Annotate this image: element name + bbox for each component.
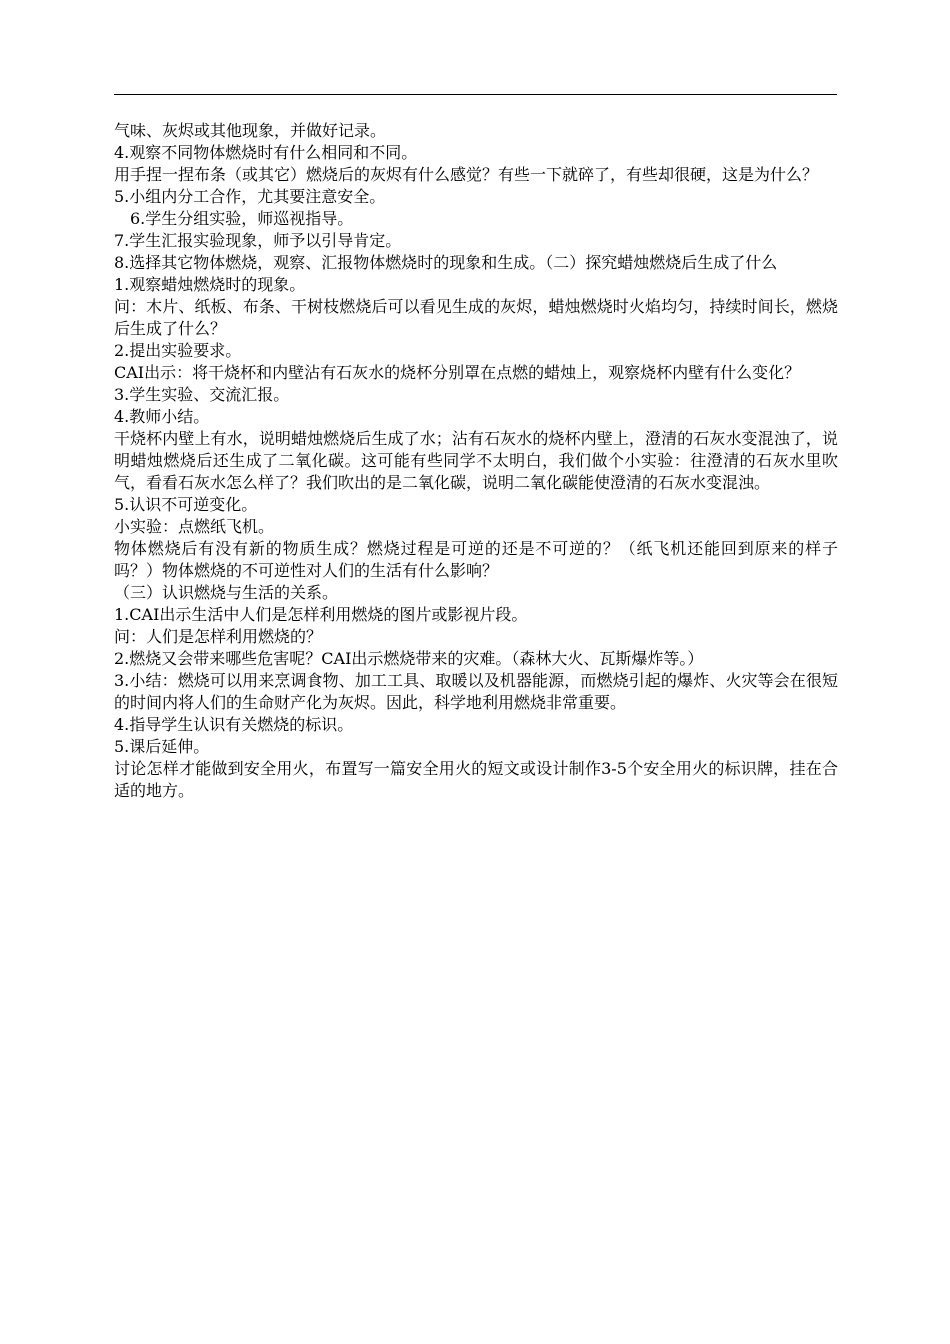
paragraph: 3.学生实验、交流汇报。: [114, 385, 290, 404]
paragraph: 气味、灰烬或其他现象，并做好记录。: [114, 121, 387, 140]
header-rule: [114, 94, 837, 95]
paragraph: 1.观察蜡烛燃烧时的现象。: [114, 275, 306, 294]
paragraph: 4.教师小结。: [114, 407, 210, 426]
paragraph: 讨论怎样才能做到安全用火，布置写一篇安全用火的短文或设计制作3-5个安全用火的标识牌，挂在合适的地方。: [114, 759, 838, 800]
paragraph: 问：人们是怎样利用燃烧的？: [114, 627, 323, 646]
paragraph: 4.观察不同物体燃烧时有什么相同和不同。: [114, 143, 418, 162]
paragraph: 5.认识不可逆变化。: [114, 495, 258, 514]
paragraph: 6.学生分组实验，师巡视指导。: [130, 209, 354, 228]
paragraph: 3.小结：燃烧可以用来烹调食物、加工工具、取暖以及机器能源，而燃烧引起的爆炸、火灾等会在很短的时间内将人们的生命财产化为灰烬。因此，科学地利用燃烧非常重要。: [114, 671, 838, 712]
paragraph: （三）认识燃烧与生活的关系。: [114, 583, 339, 602]
paragraph: 问：木片、纸板、布条、干树枝燃烧后可以看见生成的灰烬，蜡烛燃烧时火焰均匀，持续时间长，燃烧后生成了什么？: [114, 297, 838, 338]
paragraph: 7.学生汇报实验现象，师予以引导肯定。: [114, 231, 402, 250]
paragraph: 2.燃烧又会带来哪些危害呢？CAI出示燃烧带来的灾难。（森林大火、瓦斯爆炸等。）: [114, 649, 704, 668]
paragraph: 4.指导学生认识有关燃烧的标识。: [114, 715, 354, 734]
paragraph: 物体燃烧后有没有新的物质生成？燃烧过程是可逆的还是不可逆的？（纸飞机还能回到原来的样子吗？）物体燃烧的不可逆性对人们的生活有什么影响？: [114, 539, 838, 580]
paragraph: 5.课后延伸。: [114, 737, 210, 756]
paragraph: CAI出示：将干烧杯和内壁沾有石灰水的烧杯分别罩在点燃的蜡烛上，观察烧杯内壁有什么变化？: [114, 363, 801, 382]
paragraph: 5.小组内分工合作，尤其要注意安全。: [114, 187, 386, 206]
document-body: [114, 120, 838, 802]
paragraph: 干烧杯内壁上有水，说明蜡烛燃烧后生成了水；沾有石灰水的烧杯内壁上，澄清的石灰水变混浊了，说明蜡烛燃烧后还生成了二氧化碳。这可能有些同学不太明白，我们做个小实验：往澄清的石灰水里吹气，看看石灰水怎么样了？我们吹出的是二氧化碳，说明二氧化碳能使澄清的石灰水变混浊。: [114, 429, 838, 492]
paragraph: 2.提出实验要求。: [114, 341, 242, 360]
paragraph: 小实验：点燃纸飞机。: [114, 517, 275, 536]
paragraph: 用手捏一捏布条（或其它）燃烧后的灰烬有什么感觉？有些一下就碎了，有些却很硬，这是为什么？: [114, 165, 819, 184]
paragraph: 8.选择其它物体燃烧，观察、汇报物体燃烧时的现象和生成。（二）探究蜡烛燃烧后生成了什么: [114, 253, 778, 272]
paragraph: 1.CAI出示生活中人们是怎样利用燃烧的图片或影视片段。: [114, 605, 528, 624]
